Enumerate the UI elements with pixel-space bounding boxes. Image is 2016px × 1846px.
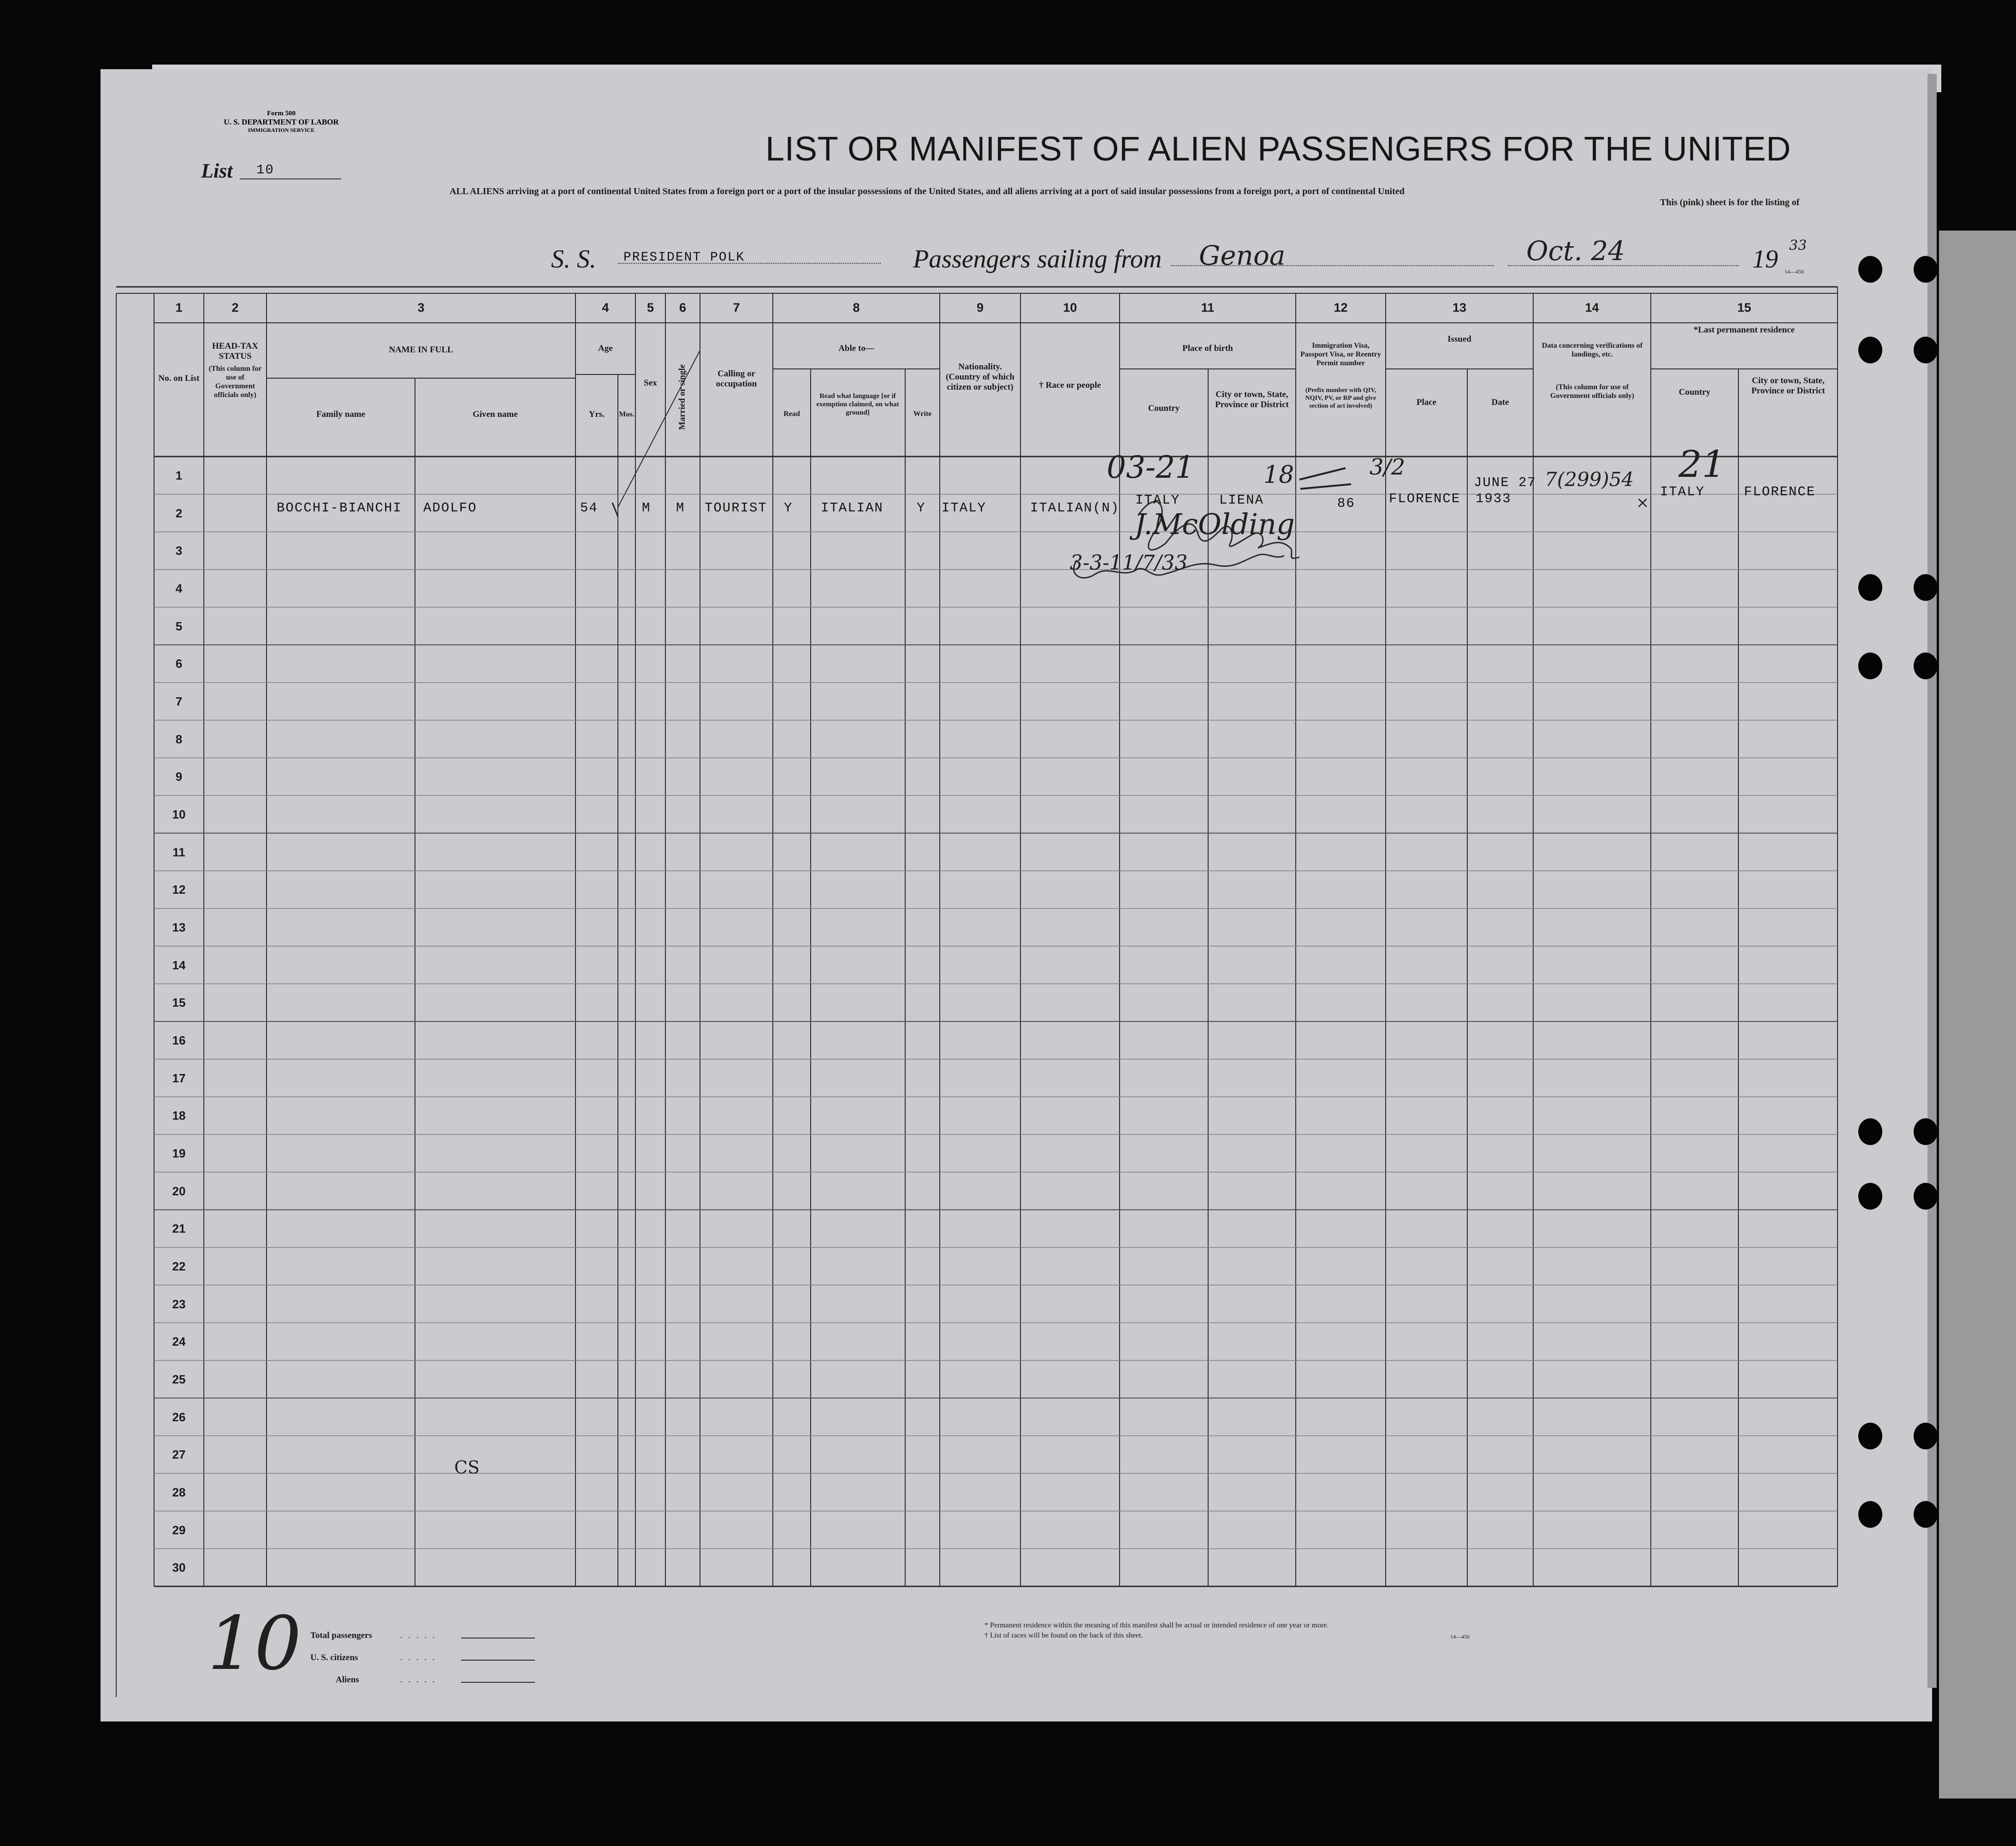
row-number: 18 — [172, 1109, 186, 1123]
issued-date-1: JUNE 27 — [1474, 475, 1536, 490]
calling: TOURIST — [705, 500, 767, 516]
row-number: 21 — [172, 1222, 186, 1236]
footer-dots-1: . . . . . — [400, 1631, 437, 1640]
footer-aliens: Aliens — [336, 1675, 359, 1685]
hdr-visa-note: (Prefix number with QIV, NQIV, PV, or RP and give section of act involved) — [1305, 387, 1376, 410]
row-number: 10 — [172, 807, 186, 821]
list-number: 10 — [256, 162, 274, 178]
race: ITALIAN(N) — [1030, 500, 1120, 516]
can-read: Y — [784, 500, 793, 516]
hdr-res-city: City or town, State, Province or District — [1751, 376, 1825, 396]
handwritten-big-number: 10 — [208, 1600, 302, 1686]
row-number: 6 — [175, 657, 183, 671]
handwritten-initials: CS — [454, 1457, 480, 1478]
can-write: Y — [917, 500, 926, 516]
col-num-5: 5 — [646, 301, 654, 315]
row-number: 2 — [175, 506, 183, 520]
row-number: 17 — [172, 1071, 186, 1085]
hdr-place-of-birth: Place of birth — [1182, 344, 1233, 353]
handwritten-code-left: 03-21 — [1107, 450, 1195, 485]
visa-number: 86 — [1337, 496, 1355, 511]
service: IMMIGRATION SERVICE — [248, 127, 315, 133]
hdr-able-to: Able to— — [838, 344, 874, 353]
row-number: 15 — [172, 996, 186, 1010]
row-number: 5 — [175, 619, 183, 633]
row-number: 22 — [172, 1259, 186, 1273]
form-subtitle-2: This (pink) sheet is for the listing of — [1660, 197, 1800, 208]
ship-name: PRESIDENT POLK — [623, 250, 745, 265]
col-num-13: 13 — [1452, 301, 1467, 315]
row-number: 13 — [172, 920, 186, 934]
form-subtitle: ALL ALIENS arriving at a port of continental United States from a foreign port or a port of the insular possessions of the United States, and all aliens arriving at a port of said insular possessions from a foreign port, a port of continental United — [450, 186, 1405, 196]
col-num-9: 9 — [976, 301, 984, 315]
hdr-head-tax: HEAD-TAX STATUS — [212, 341, 258, 361]
hdr-write: Write — [913, 410, 932, 418]
sex: M — [642, 500, 651, 516]
row-number: 4 — [175, 581, 183, 595]
footnote-residence: * Permanent residence within the meaning of this manifest shall be actual or intended residence of one year or more. — [984, 1621, 1329, 1629]
footer-dots-2: . . . . . — [400, 1653, 437, 1662]
col-num-12: 12 — [1334, 301, 1348, 315]
row-number: 27 — [172, 1448, 186, 1462]
hdr-nationality: Nationality. (Country of which citizen or subject) — [946, 362, 1014, 392]
hdr-read: Read — [783, 410, 800, 418]
sailing-label: Passengers sailing from — [913, 245, 1162, 273]
hdr-no-on-list: No. on List — [158, 374, 200, 383]
row-number: 25 — [172, 1372, 186, 1386]
col-num-3: 3 — [417, 301, 425, 315]
issued-place: FLORENCE — [1389, 491, 1461, 506]
handwritten-visa-mark: 18 — [1263, 461, 1294, 489]
footer-citizens: U. S. citizens — [310, 1653, 358, 1662]
footer-dots-3: . . . . . — [400, 1675, 437, 1685]
list-label: List — [201, 160, 233, 182]
row-number: 11 — [172, 845, 185, 859]
hdr-yrs: Yrs. — [588, 410, 605, 419]
hdr-issued: Issued — [1447, 334, 1471, 344]
date-handwritten: Oct. 24 — [1526, 235, 1625, 267]
handwritten-verification: 7(299)54 — [1545, 468, 1634, 491]
hdr-birth-city: City or town, State, Province or District — [1215, 390, 1289, 410]
row-number: 8 — [175, 732, 183, 746]
hdr-last-residence: *Last permanent residence — [1693, 325, 1795, 335]
hdr-age: Age — [598, 344, 613, 353]
hdr-issued-date: Date — [1491, 398, 1509, 407]
given-name: ADOLFO — [423, 500, 477, 516]
hdr-visa: Immigration Visa, Passport Visa, or Reentry Permit number — [1300, 342, 1381, 367]
birth-city: LIENA — [1219, 493, 1264, 508]
nationality: ITALY — [942, 500, 987, 516]
col-num-11: 11 — [1201, 301, 1215, 315]
row-number: 1 — [175, 468, 183, 482]
married-status: M — [676, 500, 685, 516]
row-number: 19 — [172, 1146, 186, 1160]
col-num-10: 10 — [1063, 301, 1077, 315]
row-number: 20 — [172, 1184, 186, 1198]
hdr-res-country: Country — [1678, 387, 1711, 397]
handwritten-x-mark: × — [1636, 493, 1649, 512]
hdr-verification-note: (This column for use of Government officials only) — [1550, 383, 1635, 400]
row-number: 28 — [172, 1485, 186, 1499]
row-number: 29 — [172, 1523, 186, 1537]
year-prefix: 19 — [1752, 245, 1778, 273]
hdr-verification: Data concerning verifications of landings, etc. — [1542, 342, 1643, 358]
hdr-read-language: Read what language [or if exemption claimed, on what ground] — [816, 392, 899, 416]
col-num-6: 6 — [679, 301, 687, 315]
hdr-issued-place: Place — [1416, 398, 1437, 407]
col-num-1: 1 — [175, 301, 183, 315]
department: U. S. DEPARTMENT OF LABOR — [224, 118, 339, 126]
form-number: Form 500 — [267, 110, 296, 117]
footer-total: Total passengers — [310, 1631, 372, 1640]
issued-date-2: 1933 — [1476, 491, 1512, 506]
hdr-head-tax-note: (This column for use of Government officials only) — [208, 365, 262, 399]
hdr-birth-country: Country — [1148, 404, 1180, 413]
col-num-15: 15 — [1737, 301, 1751, 315]
row-number: 7 — [175, 694, 183, 708]
row-number: 26 — [172, 1410, 186, 1424]
form-code-top: 14—450 — [1785, 268, 1804, 275]
hdr-mos: Mos. — [619, 410, 634, 418]
family-name: BOCCHI-BIANCHI — [277, 500, 402, 516]
residence-country: ITALY — [1660, 484, 1705, 499]
port-handwritten: Genoa — [1199, 240, 1286, 271]
ss-label: S. S. — [551, 245, 596, 273]
handwritten-code-right: 21 — [1678, 443, 1725, 486]
hdr-married: Married or single — [677, 364, 687, 430]
list-number-line — [240, 163, 341, 179]
row-number: 23 — [172, 1297, 186, 1311]
footer-form-code: 14—450 — [1450, 1633, 1470, 1640]
col-num-4: 4 — [602, 301, 609, 315]
handwritten-stamp-note: 3-3-11/7/33 — [1070, 551, 1188, 575]
hdr-name-in-full: NAME IN FULL — [389, 345, 453, 355]
row-number: 24 — [172, 1335, 186, 1349]
hdr-calling: Calling or occupation — [716, 369, 757, 389]
residence-city: FLORENCE — [1744, 484, 1816, 499]
birth-country: ITALY — [1135, 493, 1180, 508]
handwritten-fraction: 3/2 — [1370, 454, 1405, 480]
hdr-given-name: Given name — [473, 410, 518, 419]
form-id-block — [194, 110, 369, 134]
footnote-races: † List of races will be found on the back of this sheet. — [984, 1632, 1143, 1639]
col-num-7: 7 — [733, 301, 740, 315]
age-years: 54 — [580, 500, 598, 516]
year-suffix: 33 — [1789, 237, 1807, 254]
col-num-8: 8 — [853, 301, 860, 315]
hdr-sex: Sex — [644, 378, 657, 388]
language: ITALIAN — [821, 500, 883, 516]
row-number: 12 — [172, 883, 186, 897]
hdr-family-name: Family name — [316, 410, 366, 419]
row-number: 16 — [172, 1033, 186, 1047]
row-number: 14 — [172, 958, 186, 972]
row-number: 9 — [175, 770, 183, 784]
handwritten-signature: J.McOlding — [1134, 507, 1295, 541]
row-number: 3 — [175, 544, 183, 558]
col-num-14: 14 — [1585, 301, 1599, 315]
row-number: 30 — [172, 1561, 186, 1575]
form-title: LIST OR MANIFEST OF ALIEN PASSENGERS FOR THE UNITED — [765, 130, 1791, 168]
hdr-race: † Race or people — [1039, 380, 1101, 390]
col-num-2: 2 — [231, 301, 239, 315]
